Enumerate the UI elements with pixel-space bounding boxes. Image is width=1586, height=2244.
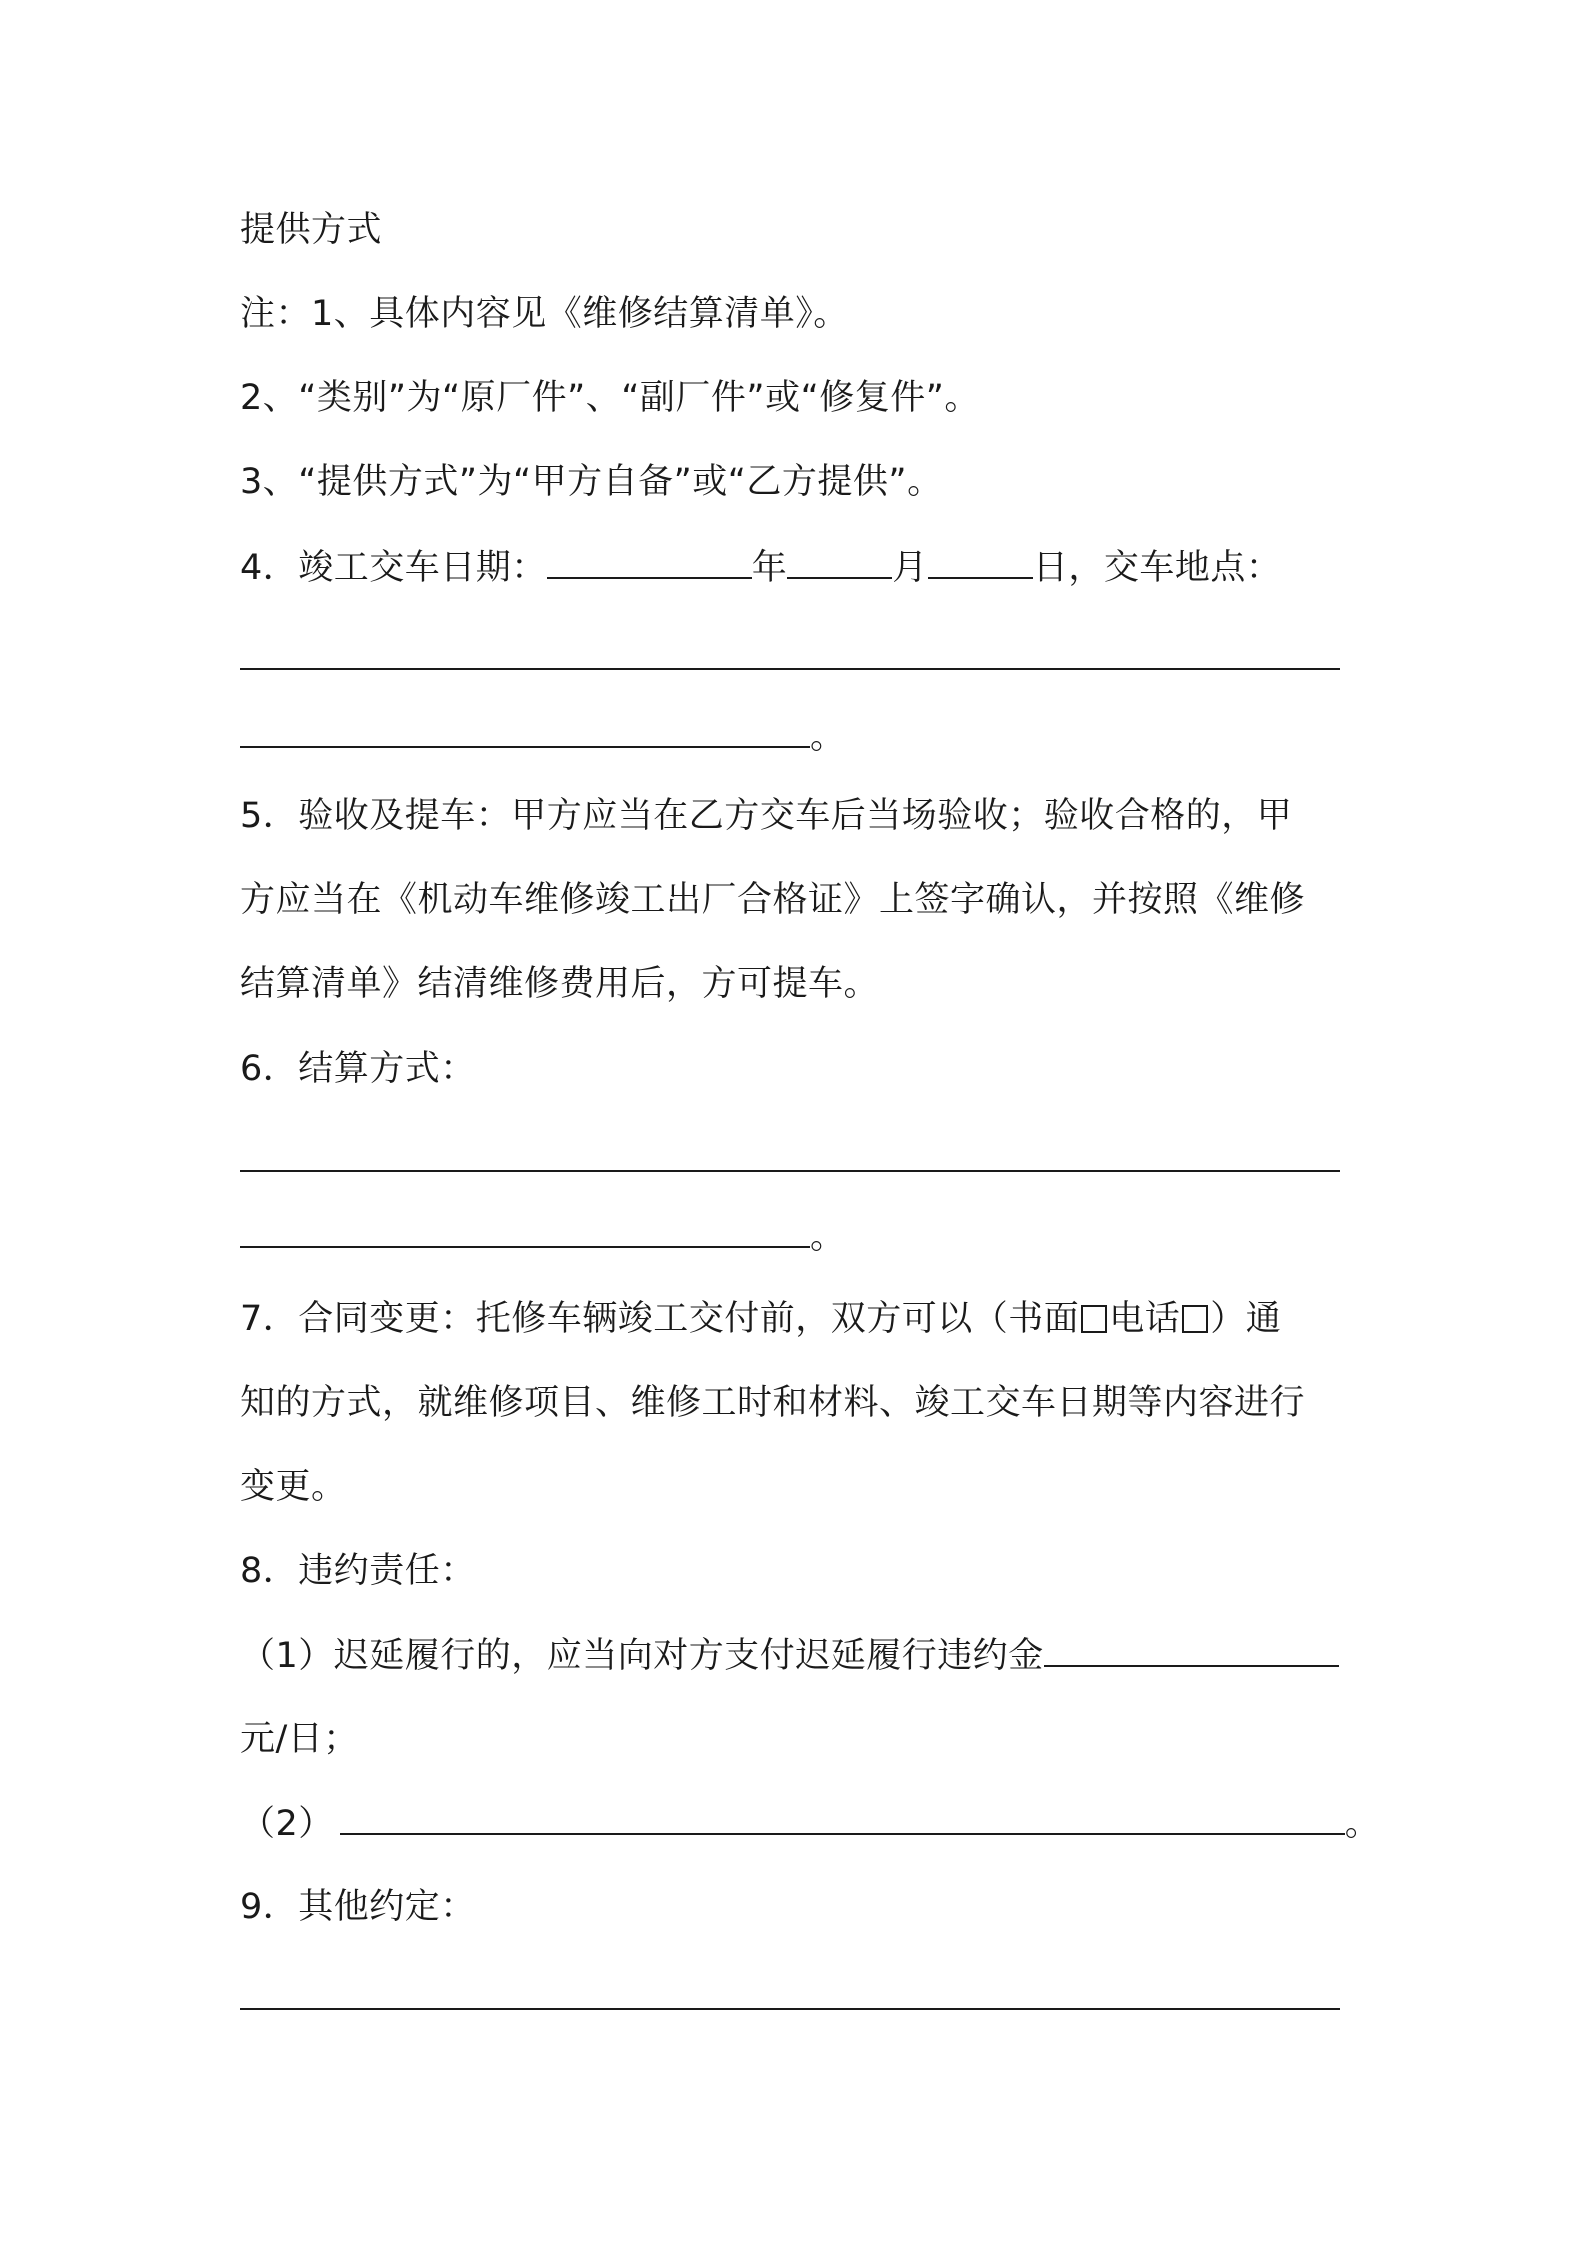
item-4-continuation bbox=[240, 712, 846, 761]
settlement-method-blank-2[interactable] bbox=[240, 1212, 810, 1248]
written-checkbox[interactable] bbox=[1081, 1305, 1107, 1333]
item-4-line bbox=[240, 543, 1281, 592]
item-8-sub-1-unit: 元/日； bbox=[240, 1719, 359, 1759]
year-blank[interactable] bbox=[547, 543, 752, 579]
item-5-line-2: 方应当在《机动车维修竣工出厂合格证》上签字确认，并按照《维修 bbox=[240, 880, 1306, 920]
delivery-location-blank-2[interactable] bbox=[240, 712, 810, 748]
year-label: 年 bbox=[751, 548, 788, 588]
month-label: 月 bbox=[892, 548, 928, 588]
delivery-location-blank-1[interactable] bbox=[240, 668, 1340, 670]
item-8-sub-2-label: （2） bbox=[240, 1804, 334, 1844]
item-5-line-3: 结算清单》结清维修费用后，方可提车。 bbox=[240, 964, 880, 1004]
day-label: 日，交车地点： bbox=[1032, 548, 1282, 588]
other-agreement-blank[interactable] bbox=[240, 2008, 1340, 2010]
item-7-line-3: 变更。 bbox=[240, 1467, 347, 1507]
item-6-label: 6．结算方式： bbox=[240, 1049, 476, 1089]
item-8-sub-1-text: （1）迟延履行的，应当向对方支付迟延履行违约金 bbox=[240, 1636, 1044, 1676]
item-8-sub-1 bbox=[240, 1631, 1339, 1680]
item-8-label: 8．违约责任： bbox=[240, 1551, 476, 1591]
item-6-continuation bbox=[240, 1212, 846, 1261]
note-2: 2、“类别”为“原厂件”、“副厂件”或“修复件”。 bbox=[240, 378, 980, 418]
item-7-text-c: ）通 bbox=[1210, 1299, 1282, 1339]
item-6-end: 。 bbox=[810, 1217, 846, 1257]
item-4-end: 。 bbox=[810, 717, 846, 757]
heading-provide-method: 提供方式 bbox=[240, 210, 383, 250]
item-4-label: 4．竣工交车日期： bbox=[240, 548, 547, 588]
item-8-sub-2 bbox=[240, 1799, 1380, 1848]
item-7-line-2: 知的方式，就维修项目、维修工时和材料、竣工交车日期等内容进行 bbox=[240, 1383, 1306, 1423]
phone-checkbox[interactable] bbox=[1182, 1305, 1208, 1333]
note-1: 注：1、具体内容见《维修结算清单》。 bbox=[240, 294, 849, 334]
settlement-method-blank-1[interactable] bbox=[240, 1170, 1340, 1172]
item-5-line-1: 5．验收及提车：甲方应当在乙方交车后当场验收；验收合格的，甲 bbox=[240, 796, 1293, 836]
day-blank[interactable] bbox=[928, 543, 1033, 579]
item-7-line-1 bbox=[240, 1295, 1281, 1343]
item-8-sub-2-end: 。 bbox=[1344, 1804, 1381, 1844]
penalty-amount-blank[interactable] bbox=[1044, 1631, 1339, 1667]
item-7-text-b: 电话 bbox=[1109, 1299, 1181, 1339]
note-3: 3、“提供方式”为“甲方自备”或“乙方提供”。 bbox=[240, 462, 943, 502]
item-8-sub-2-blank[interactable] bbox=[340, 1799, 1345, 1835]
item-7-text-a: 7．合同变更：托修车辆竣工交付前，双方可以（书面 bbox=[240, 1299, 1080, 1339]
month-blank[interactable] bbox=[787, 543, 892, 579]
item-9-label: 9．其他约定： bbox=[240, 1887, 476, 1927]
